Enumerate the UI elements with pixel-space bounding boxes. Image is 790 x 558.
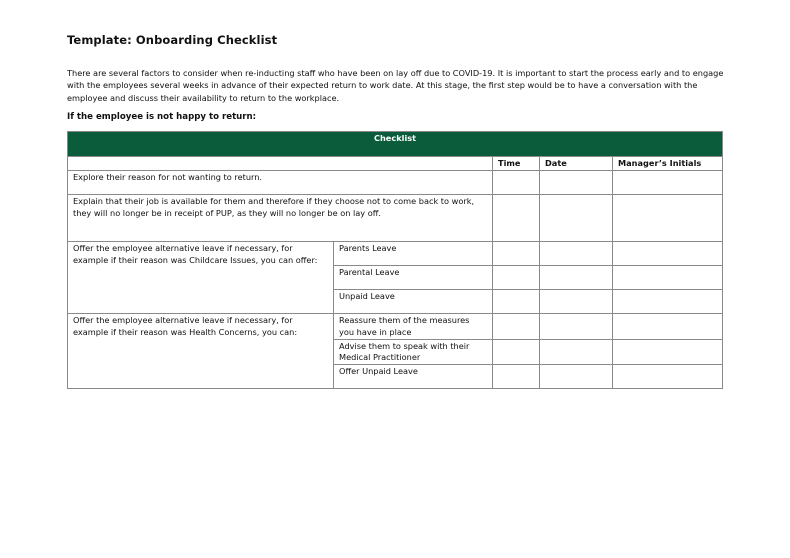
health-option: Reassure them of the measures you have in place — [334, 314, 493, 340]
time-cell[interactable] — [493, 365, 540, 389]
time-cell[interactable] — [493, 171, 540, 195]
checklist-group-text: Offer the employee alternative leave if necessary, for example if their reason was Childcare Issues, you can offer: — [68, 242, 334, 314]
time-cell[interactable] — [493, 314, 540, 340]
date-cell[interactable] — [540, 314, 613, 340]
initials-cell[interactable] — [613, 290, 723, 314]
table-row — [68, 171, 723, 195]
checklist-group-text: Offer the employee alternative leave if necessary, for example if their reason was Health Concerns, you can: — [68, 314, 334, 389]
initials-cell[interactable] — [613, 242, 723, 266]
intro-paragraph: There are several factors to consider when re-inducting staff who have been on lay off due to COVID-19. It is important to start the process early and to engage with the employees several weeks in advance of their expected return to work date. At this stage, the first step would be to have a conversation with the employee and discuss their availability to return to the workplace. — [67, 68, 724, 103]
health-option: Advise them to speak with their Medical Practitioner — [334, 339, 493, 365]
table-row — [68, 314, 723, 340]
health-option: Offer Unpaid Leave — [334, 365, 493, 389]
initials-cell[interactable] — [613, 314, 723, 340]
date-cell[interactable] — [540, 171, 613, 195]
initials-cell[interactable] — [613, 339, 723, 365]
initials-cell[interactable] — [613, 171, 723, 195]
date-cell[interactable] — [540, 365, 613, 389]
initials-cell[interactable] — [613, 266, 723, 290]
initials-cell[interactable] — [613, 365, 723, 389]
date-cell[interactable] — [540, 290, 613, 314]
leave-option: Parents Leave — [334, 242, 493, 266]
time-cell[interactable] — [493, 290, 540, 314]
column-header-time: Time — [493, 157, 540, 171]
date-cell[interactable] — [540, 195, 613, 242]
time-cell[interactable] — [493, 266, 540, 290]
checklist-item-text: Explore their reason for not wanting to return. — [68, 171, 493, 195]
column-header-initials: Manager’s Initials — [613, 157, 723, 171]
date-cell[interactable] — [540, 339, 613, 365]
section-subheading: If the employee is not happy to return: — [67, 112, 257, 122]
initials-cell[interactable] — [613, 195, 723, 242]
checklist-table — [67, 131, 723, 389]
time-cell[interactable] — [493, 195, 540, 242]
date-cell[interactable] — [540, 266, 613, 290]
leave-option: Parental Leave — [334, 266, 493, 290]
time-cell[interactable] — [493, 242, 540, 266]
checklist-item-text: Explain that their job is available for them and therefore if they choose not to come back to work, they will no longer be in receipt of PUP, as they will no longer be on lay off. — [68, 195, 493, 242]
table-row — [68, 195, 723, 242]
leave-option: Unpaid Leave — [334, 290, 493, 314]
checklist-banner: Checklist — [68, 132, 723, 157]
header-spacer — [68, 157, 493, 171]
column-header-date: Date — [540, 157, 613, 171]
table-row — [68, 242, 723, 266]
date-cell[interactable] — [540, 242, 613, 266]
page-title: Template: Onboarding Checklist — [67, 33, 278, 47]
time-cell[interactable] — [493, 339, 540, 365]
